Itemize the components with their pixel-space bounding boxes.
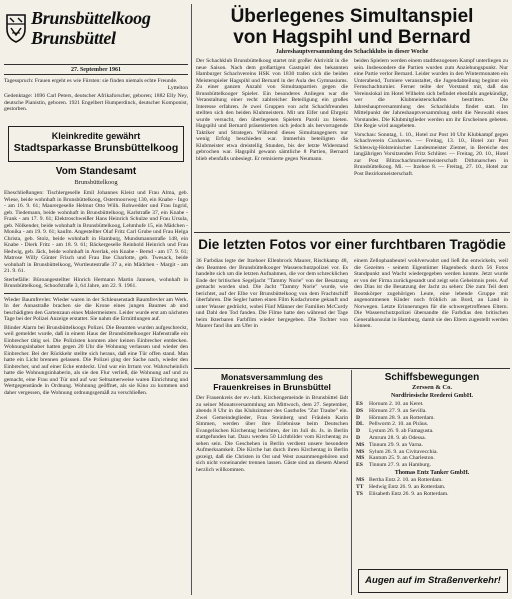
schach-headline-line1: Überlegenes Simultanspiel: [230, 6, 474, 27]
ship-row: [356, 415, 508, 422]
divider: [4, 64, 188, 65]
ship-type-code: TS: [356, 490, 363, 497]
frauenkreis-body: Der Frauenkreis der ev.-luth. Kirchengemeinde in Brunsbüttel lädt zu seiner Monatsversammlung am Mittwoch, dem 27. September, abends 8 Uhr in das Klubzimmer des Gasthofes "Zur Traube" ein. Zwei Gemeindeglieder, Frau Steinberg und Fräulein Karin Simmen, werden über ihre Erlebnisse beim Deutschen Evangelischen Kirchentag berichten, der im Juli ds. Js. in Berlin stattgefunden hat. Dazu werden 50 Lichtbilder vom Kirchentag zu sehen sein. Die Geschehen in Berlin verdient unsere besondere Aufmerksamkeit. Die Kirche hat durch ihren Kirchentag in Berlin gezeigt, daß die Christen in Ost und West zusammengehören und sich nicht voneinander trennen lassen. Gäste sind an diesem Abend herzlich willkommen.: [196, 395, 348, 473]
ship-movement: Tinnum 29. 9. an Varna.: [369, 441, 423, 448]
fotos-column-1: [196, 258, 348, 330]
column-divider: [191, 4, 192, 595]
ship-row: [356, 484, 508, 491]
schach-body-1: Der Schachklub Brunsbüttelkoog startet mit großer Aktivität in die neue Saison. Nach dem großartigen Gastspiel des bekannten Hamburger Schachvereins HSK von 1830 trafen sich die beiden Meisterspieler Hagspihl und Bernard in der Aula des Gymnasiums. Zu einer ganzen Anzahl von Simultanpartien gegen die Brunsbüttelkooger Spieler. Ein besonderes Anliegen war die Veranstaltung einer recht zahlreicher Beteiligung ein großes Interesse erfahren. Je zwei Gruppen von acht Schachfreunden stellten sich den beiden Klubmeistern. Mit um Eifer und Ehrgeiz wurde versucht, den überlegenen Spielern Paroli zu bieten. Hagspihl und Bernard präsentierten sich jedoch als hervorragende Taktiker und Strategen. Während dieses Simultangegners nur wenig Erfolg beschieden war. Immerhin beteiligten die Klubmeister etwa dreistellig Stunden, bis der letzte Widerstand gebrochen war. Hagspihl gewann sämtliche 8 Partien, Bernard blieb ebenfalls unbesiegt. Er remisierte gegen Neumann.: [196, 58, 348, 162]
ship-row: [356, 477, 508, 484]
divider: [194, 232, 510, 233]
ship-movement: Hedwig Entz 26. 9. an Rotterdam.: [369, 483, 446, 490]
standesamt-section: [4, 166, 188, 396]
schach-subheadline: Jahreshauptversammlung des Schachklubs in dieser Woche: [275, 49, 429, 55]
frauenkreis-headline-2: Frauenkreises in Brunsbüttel: [213, 382, 331, 392]
ship-row: [356, 401, 508, 408]
ship-movement: Hornum 2. 10. an Keret.: [369, 401, 424, 407]
frauenkreis-section: [196, 372, 348, 473]
ship-row: [356, 435, 508, 442]
ship-row: [356, 449, 508, 456]
ship-row: [356, 428, 508, 435]
standesamt-body: Eheschließungen: Tischlergeselle Emil Johannes Kleist und Frau Alma, geb. Wiese, beide wohnhaft in Brunsbüttelkoog, Ostermoorweg 130, ein Knabe - Ingo - am 16. 9. 61; Maurergeselle Helmut Otto Wilh. Rohwedder und Frau Ingrid, geb. Tiedemann, beide wohnhaft in Brunsbüttelkoog, Karlstraße 37, ein Knabe - Frank - am 17. 9. 61; Elektroschweißer Hans Heinrich Schulze und Frau Ursula, geb. Nölkender, beide wohnhaft in Brunsbüttelkoog, Lehmhufe 15, ein Mädchen - Monika - am 19. 9. 61; kaufm. Angestellter Olaf Fritz Carl Grube und Frau Helga Christa, geb. Stolz, beide wohnhaft in Hamburg, Mundsmannstraße 148, ein Knabe - Dierk Fritz - am 18. 9. 61; Bäckergeselle Reinhold Heinrich und Frau Hedwig, geb. Jäck, beide wohnhaft in Averlak, ein Knabe - Bernd - am 17. 9. 61; Matrose Willy Günter Frisch und Frau Ilse Charlotte, geb. Twesack, beide wohnhaft in Brunsbüttelkoog, Wurtleutestraße 37 a, ein Mädchen - Margit - am 21. 9. 61.: [4, 190, 189, 274]
ship-row: [356, 408, 508, 415]
frauenkreis-headline-1: Monatsversammlung des: [220, 372, 324, 382]
column-divider: [351, 370, 352, 595]
ship-list: [356, 401, 508, 469]
ship-movement: Hörnum 27. 9. an Sevilla.: [369, 407, 427, 414]
divider: [4, 293, 188, 294]
ship-movement: Kantum 25. 9. an Charleston.: [369, 455, 435, 462]
schach-column-2: [354, 58, 508, 177]
schach-body-2: beiden Spielern werden einem stadtbezogenen Kampf unterliegen zu sein. Insbesondere die Partien wurden zum Anziehungspunkt. Nur eine Partie verlor Bernard. Leider wurden in den Wintermonaten ein Unterabend, Turniere veranstaltet, die Jugendabteilung beginnt ein Fernschachturnier. Ferner teilte der Vorstand mit, daß das Vereinslokal im Hotel Wilhelm sich befindet ebenfalls angekündigt, wer die Klubmeisterschaften bestritten. Die Jahreshauptversammlung des Schachklubs findet statt. Im Mittelpunkt der Jahreshauptversammlung steht die Neuwahl eines Vorstandes. Die Klubmitglieder werden um ihr Erscheinen gebeten. Die Regie wird ausgebeten.: [354, 58, 508, 129]
ship-type-code: MS: [356, 448, 365, 455]
verkehr-ad-text: Augen auf im Straßenverkehr!: [365, 575, 501, 586]
schach-headline-line2: von Hagspihl und Bernard: [233, 27, 471, 48]
sterbefaelle: Sterbefälle: Büroangestellter Hinrich Hermann Martin Jannsen, wohnhaft in Brunsbüttelkoog, Schoofstraße 3, 64 Jahre, am 22. 9. 1961.: [4, 276, 188, 289]
ship-row: [356, 462, 508, 469]
ship-movement: Elisabeth Entz 26. 9. an Rotterdam.: [369, 490, 449, 497]
schiff-subheadline-3: Thomas Entz Tanker GmbH.: [394, 469, 470, 476]
alarm-article: Blinder Alarm bei Brunsbüttelkoogs Polizei. Die Beamten wurden aufgeschreckt, weil gemeldet wurde, daß in einem Haus der Brunsbüttelkooger Hafenstraße ein Einbrecher tätig sei. Die Polizisten konnten aber keinen Einbrecher entdecken. Wohnungsinhaber hatten gegen 20 Uhr die Wohnung verlassen und wieder den Einbrecher. Bei der Rückkehr stellte sich heraus, daß eine Tür offen stand. Man hatte ein Licht brennen gelassen. Die Polizei ging der Sache nach, wieder den Einbrecher, und auf einer Ecke entdeckt. Und war ein Irrtum vor. Wahrscheinlich hatte die Wohnungsinhaberin, als sie den Flur verließ, die Wohnung auf und zu gemacht, eine Frau und Tür und auf war Seltsamerweise waren Einrichtung und Wertgegenstände in Ordnung. Wohnung geöffnet, als sie Kino zu kommen und daher vergessen, die Wohnung ordnungsgemäß zu verschließen.: [4, 324, 188, 396]
masthead: [4, 6, 188, 52]
fotos-headline-box: [196, 236, 508, 253]
ship-type-code: D: [356, 414, 361, 421]
schiff-headline: Schiffsbewegungen: [384, 372, 480, 383]
issue-date: 27. September 1961: [70, 67, 122, 73]
ship-list-2: [356, 477, 508, 497]
ad-line-1: Kleinkredite gewährt: [51, 131, 141, 141]
ship-movement: Sylum 26. 9. an Civitavecchia.: [369, 448, 438, 455]
tagesspruch: Tagesspruch: Frauen ergeht es wie Fürsten: sie finden niemals echte Freunde.: [4, 78, 178, 84]
ship-type-code: MS: [356, 455, 365, 462]
schach-column-1: [196, 58, 348, 162]
ship-type-code: TT: [356, 483, 364, 490]
divider: [194, 368, 510, 369]
fotos-column-2: [354, 258, 508, 330]
ship-movement: Amrum 28. 9. ab Odessa.: [369, 434, 427, 441]
masthead-title-line2: Brunsbüttel: [31, 28, 116, 48]
divider: [4, 74, 188, 75]
sparkasse-ad: [8, 126, 184, 162]
ship-type-code: D: [356, 428, 361, 435]
baumfrevler-article: Wieder Baumfrevler. Wieder waren in der Schleusenstadt Baumfrevler am Werk. In der Annastraße brachen sie die Krone eines jungen Baumes ab und beschädigten den Gartenzaun eines Malermeisters. Leider wurde erst am nächsten Tage bei der Polizei Anzeige erstattet. Sie nahm die Ermittlungen auf.: [4, 296, 188, 322]
ad-line-2: Stadtsparkasse Brunsbüttelkoog: [13, 142, 179, 154]
standesamt-subtitle: Brunsbüttelkoog: [74, 179, 118, 186]
ship-movement: Hörnum 28. 9. an Rotterdam.: [369, 414, 435, 421]
schiff-subheadline-1: Zerssen & Co.: [412, 384, 452, 391]
schach-vorschau: Vorschau: Sonntag, 1. 10., Hotel zur Post 10 Uhr Klubkampf gegen Schachverein Cuxhaven. — Freitag, 13. 10., Hotel zur Post Schleswig-Holsteinischer Landesmeister Ziemer, in Bereiche des langjährigen Vorsitzenden Fritz Schlüter. — Freitag, 20. 10., Hotel zur Post Blitzschachturniermeisterschaft Dithmarschen in Brunsbüttelkoog. Mi. — Itzehoe 8. — Freitag, 27. 10., Hotel zur Post Bezirksmeisterschaft.: [354, 131, 508, 177]
schiffsbewegungen-section: [356, 372, 508, 497]
fotos-body-1: 36 Farbdias legte der Itzehoer Ellenbrock Maurer, Rischkamp 48, den Beamten der Brunsbüttelkooger Wasserschutzpolizei vor. Es handelte sich um die letzten Aufnahmen, die vor dem schrecklichen Ende der britischen Segeljacht "Tammy Norie" von der Besatzung gemacht worden sind. Die Jacht "Tammy Norie" wurde, wie berichtet, auf der Elbe vor Brunsbüttelkoog von dem Frachtschiff überfahren. Die Segler hatten einen Film Kodachrome gekauft und unter Wasser gedrückt, wobei Fünf Männer der Familien McCurdy und Dahl den Tod fanden. Die Filme hatte den während der Tage beim Ikterbaren Farbfilm wieder hergegeben. Die Tochter von Maurer fand ihn am Ufer in: [196, 258, 348, 329]
ship-movement: Bertha Entz 2. 10. an Rotterdam.: [369, 476, 443, 483]
fotos-headline: Die letzten Fotos vor einer furchtbaren Tragödie: [198, 237, 506, 252]
ship-row: [356, 421, 508, 428]
masthead-title-line1: Brunsbüttelkoog: [31, 8, 151, 28]
tagesspruch-author: Lyttelton: [167, 84, 188, 91]
fotos-body-2: einem Zellophanbeutel wohlverwahrt und ließ ihn entwickeln, weil die Gezeiten - seinem Eigentümer Hagenbeck durch 56 Fotos Standpunkt und Wacht wiedergegeben werden konnte. Jetzt wurde er von der Firma zurückgesandt und zeigt sein Geheimnis preis. Auf den Dias ist die Besatzung der Jacht zu sehen: Die zum Teil dem Bootskörper zugehörigen Leute, eine lebende Gruppe mit angenommenen Kinder noch fröhlich an Bord, an Land in Norwegen. Letzte Erinnerungen für die schwergetroffenen Eltern. Die Wasserschutzpolizei übersandte die Farbdias den britischen Generalkonsulat in Hamburg, damit sie den Eltern zugestellt werden können.: [354, 258, 508, 329]
ship-row: [356, 455, 508, 462]
ship-row: [356, 442, 508, 449]
ship-type-code: ES: [356, 462, 363, 469]
ship-type-code: D: [356, 434, 361, 441]
ship-type-code: MS: [356, 476, 365, 483]
standesamt-title: Vom Standesamt: [55, 166, 137, 177]
ship-type-code: MS: [356, 441, 365, 448]
left-column: [4, 64, 188, 113]
coat-of-arms-icon: [5, 13, 27, 43]
ship-movement: Tinnum 27. 9. an Hamburg.: [369, 462, 432, 469]
verkehr-ad: [358, 569, 508, 593]
ship-type-code: DL: [356, 421, 364, 428]
schiff-subheadline-2: Nordfriesische Reederei GmbH.: [390, 393, 474, 399]
ship-movement: Pellworm 2. 10. an Piräus.: [369, 421, 429, 428]
ship-type-code: DS: [356, 407, 364, 414]
schach-headline: [196, 6, 508, 57]
gedenktage: Gedenktage: 1696 Carl Peters, deutscher Afrikaforscher, geboren; 1882 Elly Ney, deutsche Pianistin, geboren. 1921 Engelbert Humperdinck, deutscher Komponist, gestorben.: [4, 93, 188, 112]
ship-movement: Lystum 26. 9. ab Famagusta.: [369, 428, 434, 435]
ship-row: [356, 491, 508, 498]
ship-type-code: ES: [356, 401, 363, 407]
